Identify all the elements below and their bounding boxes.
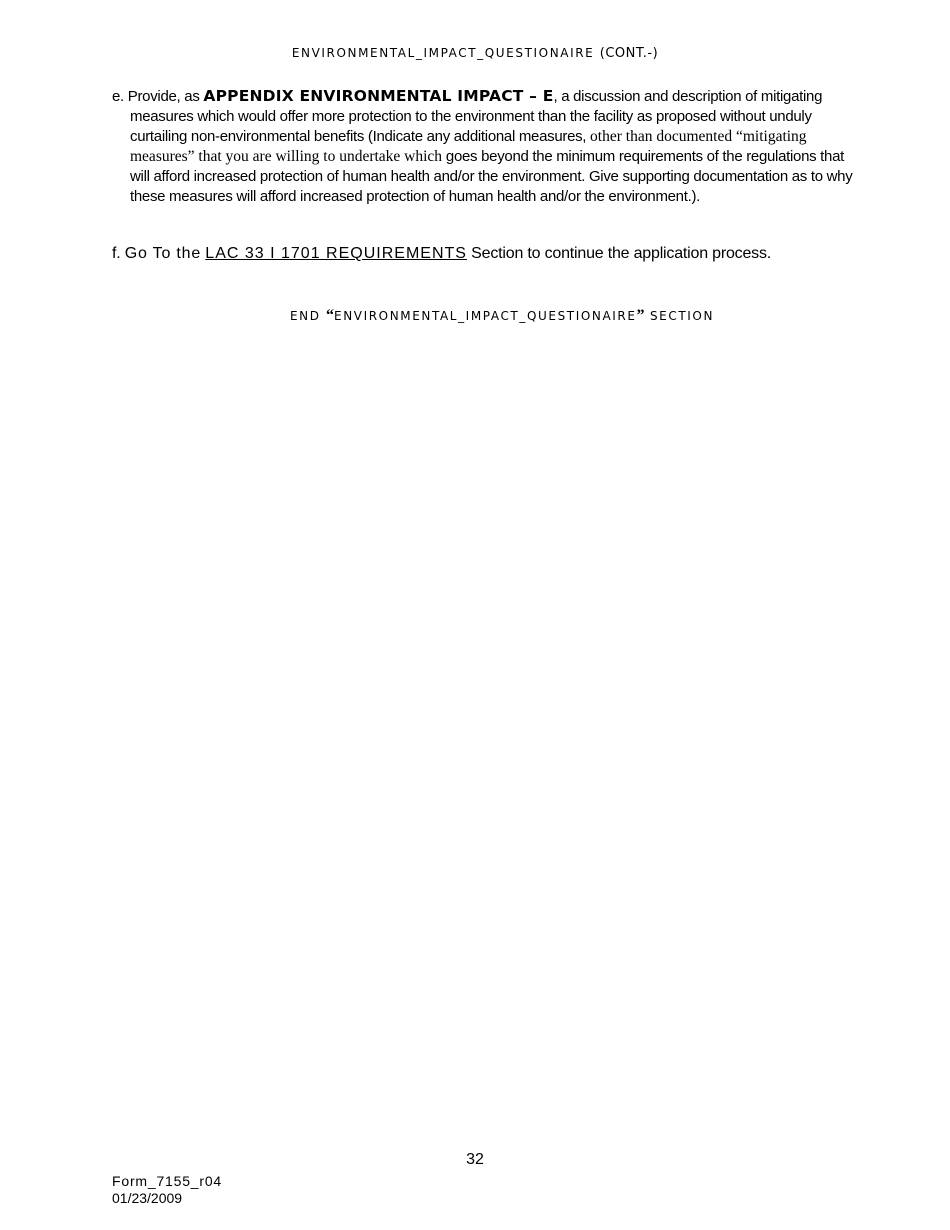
section-end-word: END xyxy=(290,309,327,323)
section-end-name: ENVIRONMENTAL_IMPACT_QUESTIONAIRE xyxy=(334,309,637,323)
item-f-goto: Go To the xyxy=(124,245,202,262)
item-e-text-b: goes beyond the minimum requirements of the regulations that will afford increased protection of human health and/or the environment. Give supporting documentation as to why these measures will afford increased protection of human health and/or the environment.). xyxy=(130,148,853,205)
section-end-section-word: SECTION xyxy=(644,309,715,323)
section-end-close-quote: ” xyxy=(636,307,645,324)
section-end-marker xyxy=(290,307,714,325)
item-e-paragraph xyxy=(112,86,860,207)
page-number: 32 xyxy=(466,1151,484,1168)
page-header xyxy=(0,46,950,61)
requirements-link[interactable]: LAC 33 I 1701 REQUIREMENTS xyxy=(205,245,467,262)
item-f-paragraph xyxy=(112,244,852,264)
item-e-prefix: e. Provide, as xyxy=(112,88,204,105)
form-id: Form_7155_r04 xyxy=(112,1173,223,1189)
section-end-open-quote: “ xyxy=(326,307,335,324)
header-title: ENVIRONMENTAL_IMPACT_QUESTIONAIRE xyxy=(291,46,595,60)
item-f-suffix: Section to continue the application process. xyxy=(466,245,772,262)
form-footer xyxy=(112,1173,222,1207)
appendix-title: APPENDIX ENVIRONMENTAL IMPACT – E xyxy=(203,87,554,105)
item-e-text-a: , a discussion and description of mitigating measures which would offer more protection to the environment than the facility as proposed without unduly curtailing non-environmental benefits (Indicate any additional measures, xyxy=(130,88,823,145)
item-f-prefix: f. xyxy=(112,245,125,262)
item-e-text-serif: other than documented “mitigating measures” that you are willing to undertake which xyxy=(130,128,807,165)
header-suffix: (CONT.-) xyxy=(599,46,659,61)
form-date: 01/23/2009 xyxy=(112,1190,183,1206)
